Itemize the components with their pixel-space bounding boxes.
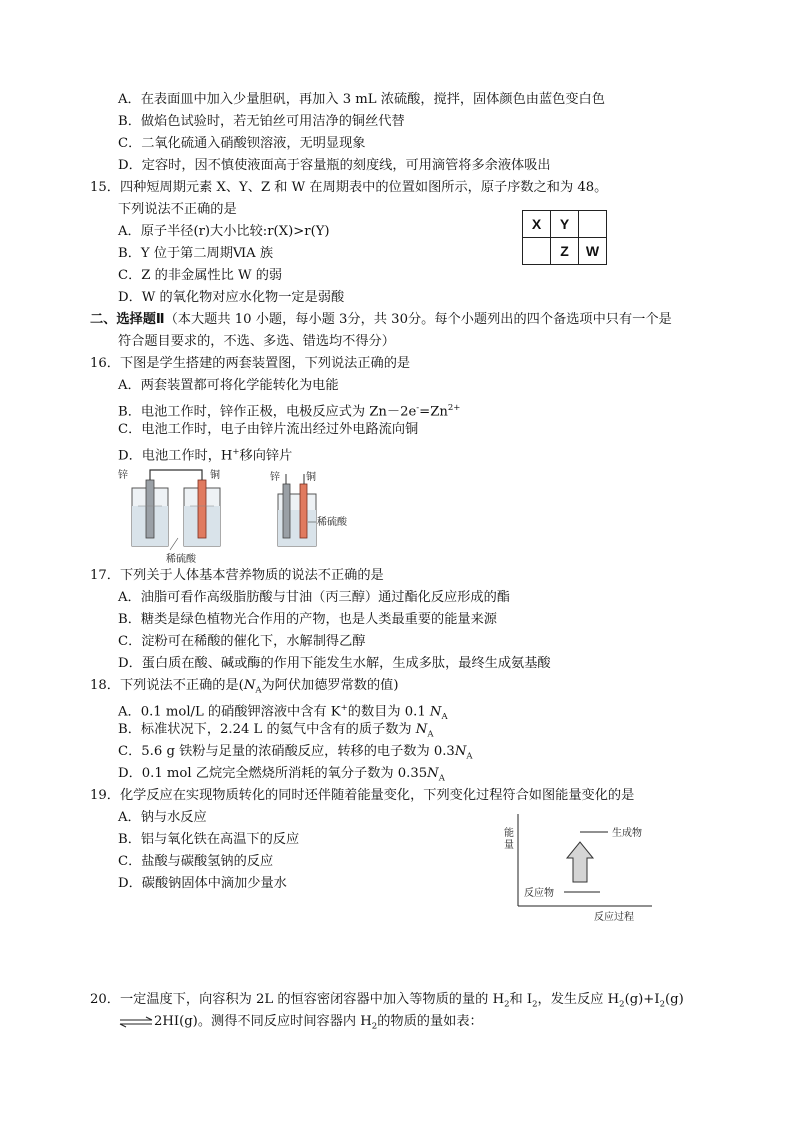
q19-stem: 19．化学反应在实现物质转化的同时还伴随着能量变化，下列变化过程符合如图能量变化的是 xyxy=(90,788,635,803)
q19-option-a: A．钠与水反应 xyxy=(118,810,207,825)
zinc-label: 锌 xyxy=(118,470,128,481)
q18-option-b: B．标准状况下，2.24 L 的氦气中含有的质子数为 $N_A$ xyxy=(118,722,434,740)
q14-option-c: C．二氧化硫通入硝酸钡溶液，无明显现象 xyxy=(118,136,366,151)
section-header xyxy=(90,310,672,330)
q14-option-a: A．在表面皿中加入少量胆矾，再加入 3 mL 浓硫酸，搅拌，固体颜色由蓝色变白色 xyxy=(118,92,605,107)
q14-option-d: D．定容时，因不慎使液面高于容量瓶的刻度线，可用滴管将多余液体吸出 xyxy=(118,158,551,173)
q20-line1: 20．一定温度下，向容积为 2L 的恒容密闭容器中加入等物质的量的 $H_2$和 $I_2$，发生反应 $H_2(g)+I_2(g)$ xyxy=(90,992,684,1010)
up-arrow-icon xyxy=(567,842,593,882)
zinc-electrode xyxy=(146,480,154,538)
equilibrium-arrow-icon xyxy=(118,1016,154,1028)
q15-option-a: A．原子半径(r)大小比较:r(X)>r(Y) xyxy=(118,224,330,239)
cell-empty xyxy=(579,211,607,238)
q14-option-b: B．做焰色试验时，若无铂丝可用洁净的铜丝代替 xyxy=(118,114,405,129)
q17-option-a: A．油脂可看作高级脂肪酸与甘油（丙三醇）通过酯化反应形成的酯 xyxy=(118,590,510,605)
copper-label-2: 铜 xyxy=(306,472,316,483)
q15-option-b: B．Y 位于第二周期ⅥA 族 xyxy=(118,246,274,261)
cell-y: Y xyxy=(551,211,579,238)
cell-x: X xyxy=(523,211,551,238)
galvanic-cell-figure xyxy=(118,466,368,566)
q16-option-d: D．电池工作时，H+移向锌片 xyxy=(118,447,293,464)
acid-label-1: 稀硫酸 xyxy=(166,554,196,565)
energy-diagram xyxy=(500,812,660,924)
x-label: 反应过程 xyxy=(594,912,634,923)
q16-option-a: A．两套装置都可将化学能转化为电能 xyxy=(118,378,339,393)
wire xyxy=(150,470,202,480)
reactants-label: 反应物 xyxy=(524,888,554,899)
q18-option-a: A．0.1 mol/L 的硝酸钾溶液中含有 K+的数目为 0.1 $N_A$ xyxy=(118,703,448,723)
q15-stem: 15．四种短周期元素 X、Y、Z 和 W 在周期表中的位置如图所示，原子序数之和为 48。 xyxy=(90,180,608,195)
section-desc-2: 符合题目要求的，不选、多选、错选均不得分） xyxy=(118,334,395,349)
cell-z: Z xyxy=(551,238,579,265)
zinc-electrode-2 xyxy=(283,484,290,538)
q19-option-d: D．碳酸钠固体中滴加少量水 xyxy=(118,876,287,891)
q17-option-d: D．蛋白质在酸、碱或酶的作用下能发生水解，生成多肽，最终生成氨基酸 xyxy=(118,656,551,671)
section-title: 二、选择题Ⅱ xyxy=(90,312,165,327)
q15-ask: 下列说法不正确的是 xyxy=(118,202,237,217)
q15-option-d: D．W 的氧化物对应水化物一定是弱酸 xyxy=(118,290,345,305)
q17-option-c: C．淀粉可在稀酸的催化下，水解制得乙醇 xyxy=(118,634,366,649)
periodic-table-fragment xyxy=(522,210,607,265)
copper-electrode xyxy=(198,480,206,538)
q16-stem: 16．下图是学生搭建的两套装置图，下列说法正确的是 xyxy=(90,356,411,371)
y-label-2: 量 xyxy=(504,840,514,851)
cell-w: W xyxy=(579,238,607,265)
cell-empty xyxy=(523,238,551,265)
q16-option-b: B．电池工作时，锌作正极，电极反应式为 $Zn-2e^-=Zn^{2+}$ xyxy=(118,403,461,420)
products-label: 生成物 xyxy=(612,828,642,839)
q18-option-d: D．0.1 mol 乙烷完全燃烧所消耗的氧分子数为 $0.35N_A$ xyxy=(118,766,445,784)
q17-option-b: B．糖类是绿色植物光合作用的产物，也是人类最重要的能量来源 xyxy=(118,612,497,627)
q15-option-c: C．Z 的非金属性比 W 的弱 xyxy=(118,268,283,283)
q19-option-c: C．盐酸与碳酸氢钠的反应 xyxy=(118,854,274,869)
section-desc-1: （本大题共 10 小题，每小题 3分，共 30分。每个小题列出的四个备选项中只有一个是 xyxy=(164,312,672,327)
acid-label-2: 稀硫酸 xyxy=(317,517,347,528)
copper-electrode-2 xyxy=(300,484,307,538)
y-label-1: 能 xyxy=(504,828,514,839)
q17-stem: 17．下列关于人体基本营养物质的说法不正确的是 xyxy=(90,568,384,583)
q19-option-b: B．铝与氧化铁在高温下的反应 xyxy=(118,832,300,847)
q16-option-c: C．电池工作时，电子由锌片流出经过外电路流向铜 xyxy=(118,422,419,437)
zinc-label-2: 锌 xyxy=(270,472,280,483)
q18-stem: 18．下列说法不正确的是($N_A$为阿伏加德罗常数的值) xyxy=(90,678,399,696)
q18-option-c: C．5.6 g 铁粉与足量的浓硝酸反应，转移的电子数为 $0.3N_A$ xyxy=(118,744,473,762)
copper-label: 铜 xyxy=(210,470,220,481)
q20-line2: 2HI(g)。测得不同反应时间容器内 $H_2$的物质的量如表： xyxy=(118,1012,483,1037)
